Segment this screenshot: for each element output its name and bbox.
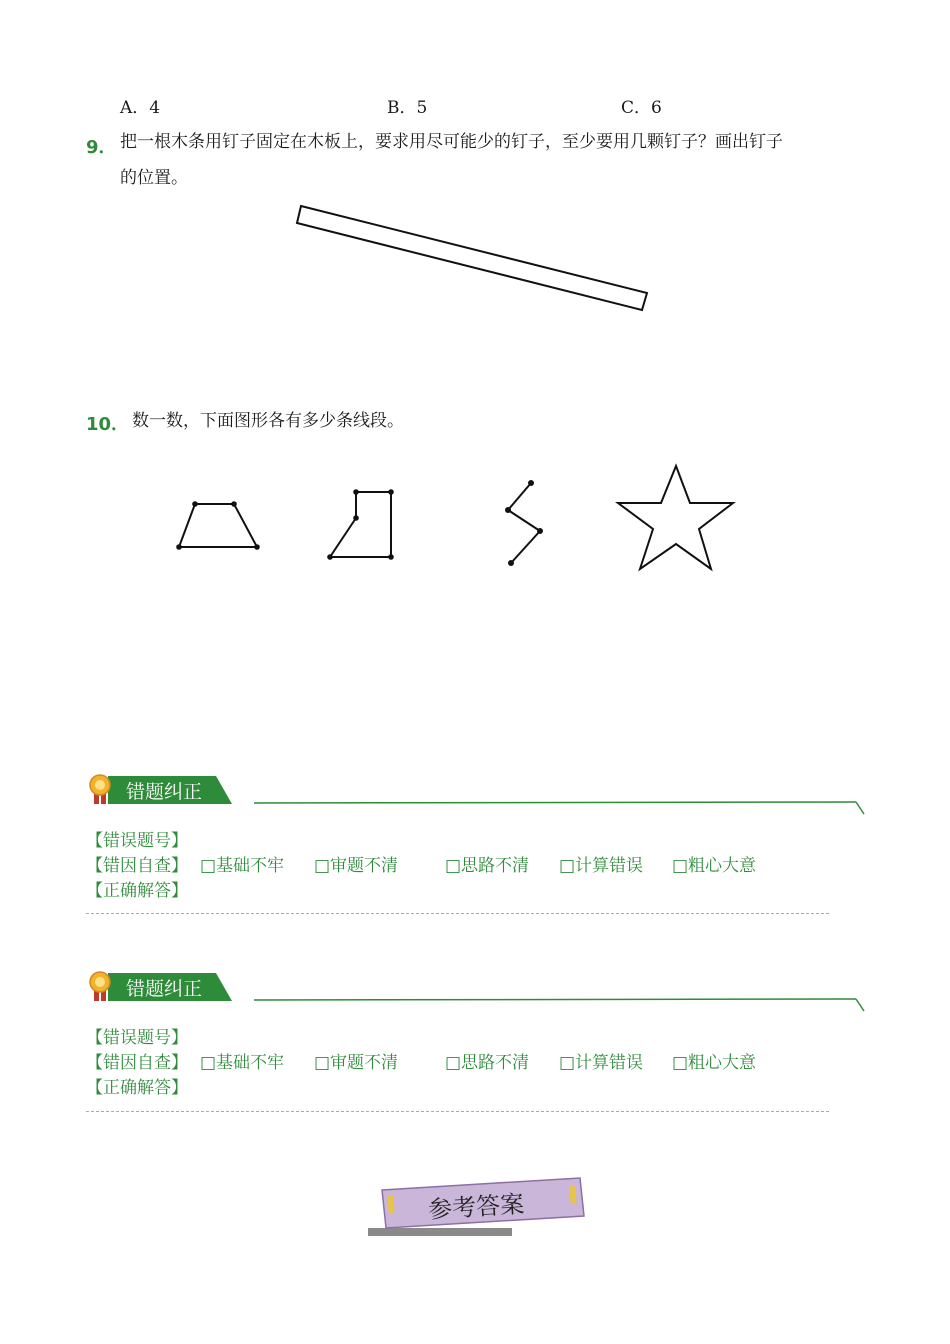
cause-option-foundation-1[interactable]: □基础不牢 — [200, 856, 285, 876]
correct-answer-label-2: 【正确解答】 — [86, 1078, 188, 1098]
correction-header-1 — [86, 770, 866, 820]
cause-option-reading-1[interactable]: □审题不清 — [314, 856, 399, 876]
correction-banner-2 — [86, 967, 866, 1017]
wood-strip-figure — [290, 198, 660, 318]
cause-option-thinking-1[interactable]: □思路不清 — [445, 856, 530, 876]
option-a: A．4 — [120, 98, 161, 118]
wrong-question-label-2: 【错误题号】 — [86, 1028, 188, 1048]
quadrilateral-figure — [327, 489, 394, 560]
zigzag-figure — [505, 480, 543, 566]
reference-answer-title: 参考答案 — [427, 1190, 525, 1224]
medal-icon — [88, 969, 114, 1005]
question-9-number: 9． — [86, 137, 117, 158]
question-9-text — [120, 124, 880, 196]
divider-1 — [86, 913, 829, 914]
wood-strip — [297, 206, 647, 310]
question-10-text: 数一数，下面图形各有多少条线段。 — [132, 411, 404, 431]
cause-option-careless-1[interactable]: □粗心大意 — [672, 856, 757, 876]
correct-answer-label-1: 【正确解答】 — [86, 881, 188, 901]
cause-option-careless-2[interactable]: □粗心大意 — [672, 1053, 757, 1073]
wrong-question-label-1: 【错误题号】 — [86, 831, 188, 851]
option-c: C．6 — [621, 98, 662, 118]
cause-option-foundation-2[interactable]: □基础不牢 — [200, 1053, 285, 1073]
correction-header-2 — [86, 967, 866, 1017]
question-10-number: 10． — [86, 414, 130, 435]
line-segment-figures — [160, 455, 760, 585]
divider-2 — [86, 1111, 829, 1112]
trapezoid-figure — [176, 501, 260, 550]
cause-option-reading-2[interactable]: □审题不清 — [314, 1053, 399, 1073]
correction-banner-1 — [86, 770, 866, 820]
correction-title-1: 错题纠正 — [126, 781, 203, 803]
reference-answer-banner — [366, 1172, 588, 1238]
star-figure — [618, 466, 733, 569]
question-9-line-1: 把一根木条用钉子固定在木板上，要求用尽可能少的钉子，至少要用几颗钉子？画出钉子 — [120, 132, 783, 152]
cause-option-calculation-2[interactable]: □计算错误 — [559, 1053, 644, 1073]
question-9-line-2: 的位置。 — [120, 168, 188, 188]
correction-title-2: 错题纠正 — [126, 978, 203, 1000]
cause-option-calculation-1[interactable]: □计算错误 — [559, 856, 644, 876]
medal-icon — [88, 772, 114, 808]
cause-option-thinking-2[interactable]: □思路不清 — [445, 1053, 530, 1073]
cause-check-label-1: 【错因自查】 — [86, 856, 188, 876]
cause-check-label-2: 【错因自查】 — [86, 1053, 188, 1073]
option-b: B．5 — [387, 98, 428, 118]
